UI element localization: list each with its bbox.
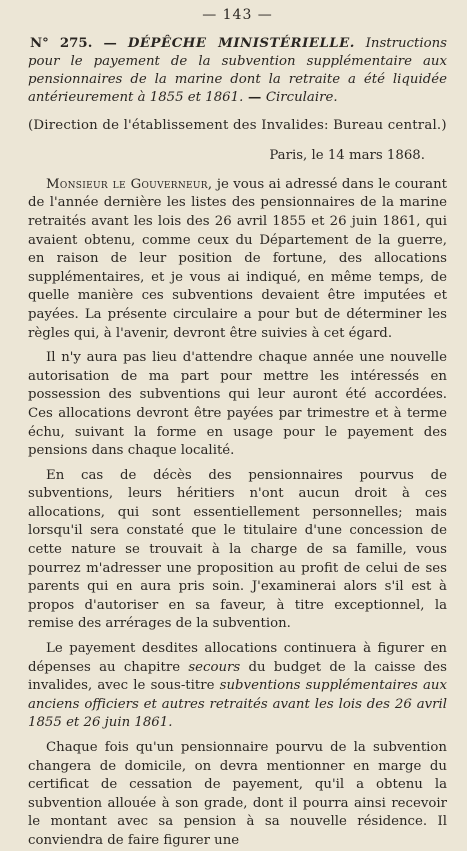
dateline: Paris, le 14 mars 1868. <box>269 148 425 164</box>
dispatch-description: Instructions pour le payement de la subvention supplémentaire aux pensionnaires de la marine dont la retraite a été liquidée antérieurement à 1855 et 1861. <box>28 35 447 105</box>
paragraph-3: En cas de décès des pensionnaires pourvus de subventions, leurs héritiers n'ont aucun droit à ces allocations, qui sont essentiellement personnelles; mais lorsqu'il sera constaté que le titulaire d'une concession de cette nature se trouvait à la charge de sa famille, vous pourrez m'adresser une proposition au profit de celui de ses parents qui en aura pris soin. J'examinerai alors s'il est à propos d'autoriser en sa faveur, à titre exceptionnel, la remise des arrérages de la subvention. <box>28 467 447 632</box>
salutation: Monsieur le Gouverneur, <box>46 176 213 192</box>
paragraph-4-text-c: du budget de la caisse des invalides, avec le sous-titre <box>28 659 447 694</box>
paragraph-5: Chaque fois qu'un pensionnaire pourvu de la subvention changera de domicile, on devra mentionner en marge du certificat de cessation de payement, qu'il a obtenu la subvention allouée à son grade, dont il pourra ainsi recevoir le montant avec sa pension à sa nouvelle résidence. Il conviendra de faire figurer une <box>28 740 447 848</box>
paragraph-2: Il n'y aura pas lieu d'attendre chaque année une nouvelle autorisation de ma part pour mettre les intéressés en possession des subventions qui leur auront été accordées. Ces allocations devront être payées par trimestre et à terme échu, suivant la forme en usage pour le payement des pensions dans chaque localité. <box>28 350 447 459</box>
heading-dash: — <box>92 35 128 51</box>
dispatch-number: N° 275. <box>30 35 93 51</box>
paragraph-4-chapter: secours <box>188 659 241 675</box>
heading-dash-2: — <box>243 89 266 105</box>
paragraph-1-text: je vous ai adressé dans le courant de l'année dernière les listes des pensionnaires de la marine retraités avant les lois des 26 avril 1855 et 26 juin 1861, qui avaient obtenu, comme ceux du Département de la guerre, en raison de leur position de fortune, des allocations supplémentaires, et je vous ai indiqué, en même temps, de quelle manière ces subventions devaient être imputées et payées. La présente circulaire a pour but de déterminer les règles qui, à l'avenir, devront être suivies à cet égard. <box>28 176 447 341</box>
document-heading <box>28 35 447 107</box>
page-number: — 143 — <box>202 7 273 23</box>
paragraph-4-subtitle: subventions supplémentaires aux anciens officiers et autres retraités avant les lois des 26 avril 1855 et 26 juin 1861. <box>28 678 447 731</box>
paragraph-4-text-a: Le payement desdites allocations continuera à figurer en dépenses au chapitre <box>28 641 447 675</box>
paragraph-4 <box>28 640 447 733</box>
dispatch-circular-label: Circulaire. <box>265 89 338 105</box>
dispatch-kind: DÉPÊCHE MINISTÉRIELLE. <box>127 35 355 51</box>
paragraph-1 <box>28 176 447 343</box>
direction-line: (Direction de l'établissement des Invalides: Bureau central.) <box>28 117 447 133</box>
